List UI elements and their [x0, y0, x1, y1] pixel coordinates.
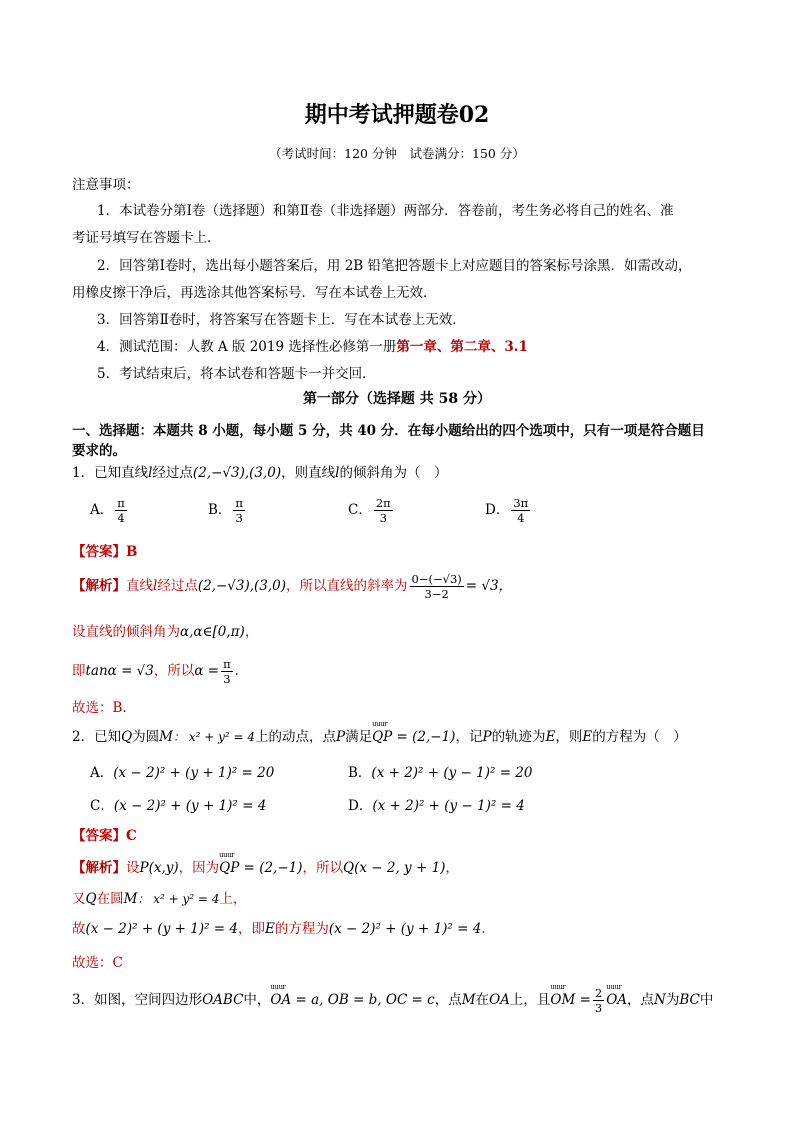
point-q: Q	[85, 891, 97, 907]
trajectory-e: E	[264, 921, 275, 937]
notice-item-4	[97, 335, 528, 355]
fraction-numerator: π	[117, 496, 125, 510]
analysis-text: .	[234, 663, 239, 679]
quadrilateral-oabc: OABC	[202, 992, 244, 1008]
q2-analysis-line-2	[72, 887, 246, 907]
fraction-denominator: 4	[517, 511, 525, 525]
circle-equation: ： x² + y² = 4	[137, 892, 220, 906]
q1-text: 的倾斜角为（ ）	[339, 465, 448, 481]
q2-text: ，则	[555, 729, 583, 745]
option-equation: (x − 2)² + (y + 1)² = 4	[113, 798, 267, 814]
q2-option-b	[348, 761, 533, 781]
q3-text: 3．如图，空间四边形	[72, 992, 203, 1008]
q1-text: ，则直线	[281, 465, 336, 481]
q1-choose: 故选：B.	[72, 700, 127, 716]
notice-item-2-line-1: 2．回答第Ⅰ卷时，选出每小题答案后，用 2B 铅笔把答题卡上对应题目的答案标号涂黑．如需改动，	[97, 258, 692, 274]
option-label: B．	[348, 765, 372, 781]
analysis-text: 设直线的倾斜角为	[72, 624, 180, 640]
q1-analysis-line-2	[72, 620, 258, 640]
q3-text: 上，且	[509, 992, 551, 1008]
question-1-stem	[72, 461, 447, 481]
q3-fraction	[593, 986, 604, 1015]
analysis-text: ，所以直线的斜率为	[286, 578, 408, 594]
analysis-text: ．	[481, 921, 495, 937]
analysis-text: 又	[72, 891, 86, 907]
option-label: C．	[90, 798, 114, 814]
q1-option-b	[208, 496, 247, 525]
question-2-stem	[72, 725, 687, 745]
vector-oa: uuur OA	[606, 992, 627, 1008]
analysis-text: 上，	[219, 891, 247, 907]
vector-equation: uuur QP = (2,−1)	[372, 729, 455, 745]
circle-m: M	[123, 891, 138, 907]
q1-text: 经过点	[152, 465, 193, 481]
section-instructions-line-1: 一、选择题：本题共 8 小题，每小题 5 分，共 40 分．在每小题给出的四个选项中，只有一项是符合题目	[72, 423, 705, 439]
q2-text: 满足	[345, 729, 373, 745]
point-n: N	[654, 992, 666, 1008]
fraction-numerator: π	[223, 657, 231, 671]
analysis-text: ，所以	[302, 860, 344, 876]
fraction-denominator: 3	[379, 511, 387, 525]
exam-info: （考试时间：120 分钟 试卷满分：150 分）	[269, 146, 525, 161]
fraction-denominator: 4	[117, 511, 125, 525]
option-fraction	[374, 496, 393, 525]
option-equation: (x + 2)² + (y − 1)² = 4	[372, 798, 525, 814]
analysis-text: ，因为	[178, 860, 220, 876]
fraction-numerator: π	[235, 496, 243, 510]
q1-analysis-line-3	[72, 657, 239, 686]
option-equation: (x + 2)² + (y − 1)² = 20	[371, 765, 533, 781]
q3-text: 为	[665, 992, 680, 1008]
section-instructions-line-2: 要求的。	[72, 443, 126, 459]
analysis-text: ，即	[237, 921, 265, 937]
fraction-numerator: 3π	[513, 496, 529, 510]
option-label: A．	[90, 765, 114, 781]
q2-analysis-line-1	[72, 856, 459, 876]
angle-fraction	[221, 657, 233, 686]
circle-m: M	[159, 729, 173, 745]
q2-text: 的轨迹为	[491, 729, 546, 745]
equation: (x − 2)² + (y + 1)² = 4	[85, 921, 238, 937]
option-label: B．	[208, 502, 232, 518]
q1-line-l: l	[153, 578, 158, 594]
vector-equation: uuur QP = (2,−1)	[219, 860, 302, 876]
q1-line-l: l	[148, 465, 153, 481]
analysis-points: (2,−√3),(3,0)	[197, 578, 287, 594]
option-label: D．	[485, 502, 510, 518]
point-q-coords: Q(x − 2, y + 1)	[343, 860, 446, 876]
option-fraction	[511, 496, 530, 525]
slope-value: = √3，	[465, 578, 513, 594]
point-p: P	[336, 729, 346, 745]
q2-text: 2．已知	[72, 729, 122, 745]
analysis-text: 在圆	[96, 891, 124, 907]
analysis-text: ，	[445, 860, 459, 876]
q2-text: ，记	[455, 729, 483, 745]
analysis-text: 经过点	[157, 578, 198, 594]
point-p: P	[482, 729, 492, 745]
q3-text: 中	[699, 992, 714, 1008]
q1-option-d	[485, 496, 532, 525]
vector-definitions: uuur OA = a, OB = b, OC = c	[270, 992, 434, 1008]
answer-tag: 【答案】	[72, 544, 126, 560]
analysis-tag: 【解析】	[72, 578, 126, 594]
trajectory-e: E	[582, 729, 593, 745]
fraction-numerator: 2π	[375, 496, 391, 510]
q2-choose: 故选：C	[72, 955, 123, 971]
q2-answer	[72, 824, 137, 844]
fraction-denominator: 3−2	[424, 587, 449, 601]
notice-heading: 注意事项：	[72, 177, 140, 193]
q1-answer	[72, 540, 137, 560]
slope-fraction	[410, 572, 464, 601]
option-fraction	[233, 496, 245, 525]
circle-equation: ： x² + y² = 4	[173, 730, 255, 744]
point-m: M	[461, 992, 476, 1008]
q3-text: ，点	[627, 992, 655, 1008]
option-label: D．	[348, 798, 373, 814]
q2-text: 为圆	[132, 729, 160, 745]
q1-text: 1．已知直线	[72, 465, 149, 481]
option-equation: (x − 2)² + (y + 1)² = 20	[113, 765, 275, 781]
point-p-coords: P(x,y)	[139, 860, 179, 876]
trajectory-equation: (x − 2)² + (y + 1)² = 4	[328, 921, 482, 937]
q2-option-a	[90, 761, 274, 781]
vector-om: uuur OM =	[550, 992, 591, 1008]
q2-text: 上的动点，点	[255, 729, 336, 745]
answer-tag: 【答案】	[72, 828, 126, 844]
q3-text: ，点	[434, 992, 462, 1008]
q1-option-c	[348, 496, 395, 525]
analysis-text: 设	[126, 860, 140, 876]
q3-text: 中，	[243, 992, 271, 1008]
analysis-text: ，所以	[153, 663, 195, 679]
answer-value: C	[126, 828, 137, 844]
segment-bc: BC	[679, 992, 700, 1008]
fraction-denominator: 3	[235, 511, 243, 525]
page-title: 期中考试押题卷02	[304, 102, 490, 128]
q1-option-a	[90, 496, 129, 525]
q1-points: (2,−√3),(3,0)	[192, 465, 282, 481]
notice-item-4-prefix: 4．测试范围：人教 A 版 2019 选择性必修第一册	[97, 339, 397, 355]
analysis-text: 直线	[126, 578, 153, 594]
fraction-denominator: 3	[594, 1001, 603, 1015]
segment-oa: OA	[489, 992, 510, 1008]
q1-analysis-line-1	[72, 572, 512, 601]
q1-line-l: l	[335, 465, 340, 481]
angle-range: α,α∈[0,π)	[180, 624, 245, 640]
analysis-text: 的方程为	[274, 921, 329, 937]
q2-option-d	[348, 794, 525, 814]
answer-value: B	[126, 544, 138, 560]
option-label: A．	[90, 502, 114, 518]
notice-item-1-line-1: 1．本试卷分第Ⅰ卷（选择题）和第Ⅱ卷（非选择题）两部分．答卷前，考生务必将自己的姓名、准	[97, 203, 674, 219]
option-fraction	[115, 496, 127, 525]
analysis-tag: 【解析】	[72, 860, 126, 876]
notice-item-1-line-2: 考证号填写在答题卡上．	[72, 230, 221, 246]
fraction-denominator: 3	[223, 672, 231, 686]
option-label: C．	[348, 502, 372, 518]
fraction-numerator: 0−(−√3)	[411, 572, 462, 586]
notice-item-5: 5．考试结束后，将本试卷和答题卡一并交回．	[97, 366, 376, 382]
analysis-text: 即	[72, 663, 86, 679]
point-q: Q	[121, 729, 133, 745]
fraction-numerator: 2	[594, 986, 603, 1000]
q2-text: 的方程为（ ）	[592, 729, 687, 745]
notice-item-3: 3．回答第Ⅱ卷时，将答案写在答题卡上．写在本试卷上无效．	[97, 312, 466, 328]
tan-equation: tanα = √3	[85, 663, 154, 679]
q2-option-c	[90, 794, 266, 814]
q2-analysis-line-3	[72, 917, 495, 937]
angle-equation: α =	[194, 663, 220, 679]
question-3-stem	[72, 986, 713, 1015]
q3-text: 在	[475, 992, 490, 1008]
part1-title: 第一部分（选择题 共 58 分）	[302, 391, 492, 407]
notice-item-2-line-2: 用橡皮擦干净后，再选涂其他答案标号．写在本试卷上无效．	[72, 285, 437, 301]
test-range: 第一章、第二章、3.1	[396, 339, 528, 355]
analysis-text: 故	[72, 921, 86, 937]
trajectory-e: E	[545, 729, 556, 745]
analysis-text: ，	[244, 624, 259, 640]
